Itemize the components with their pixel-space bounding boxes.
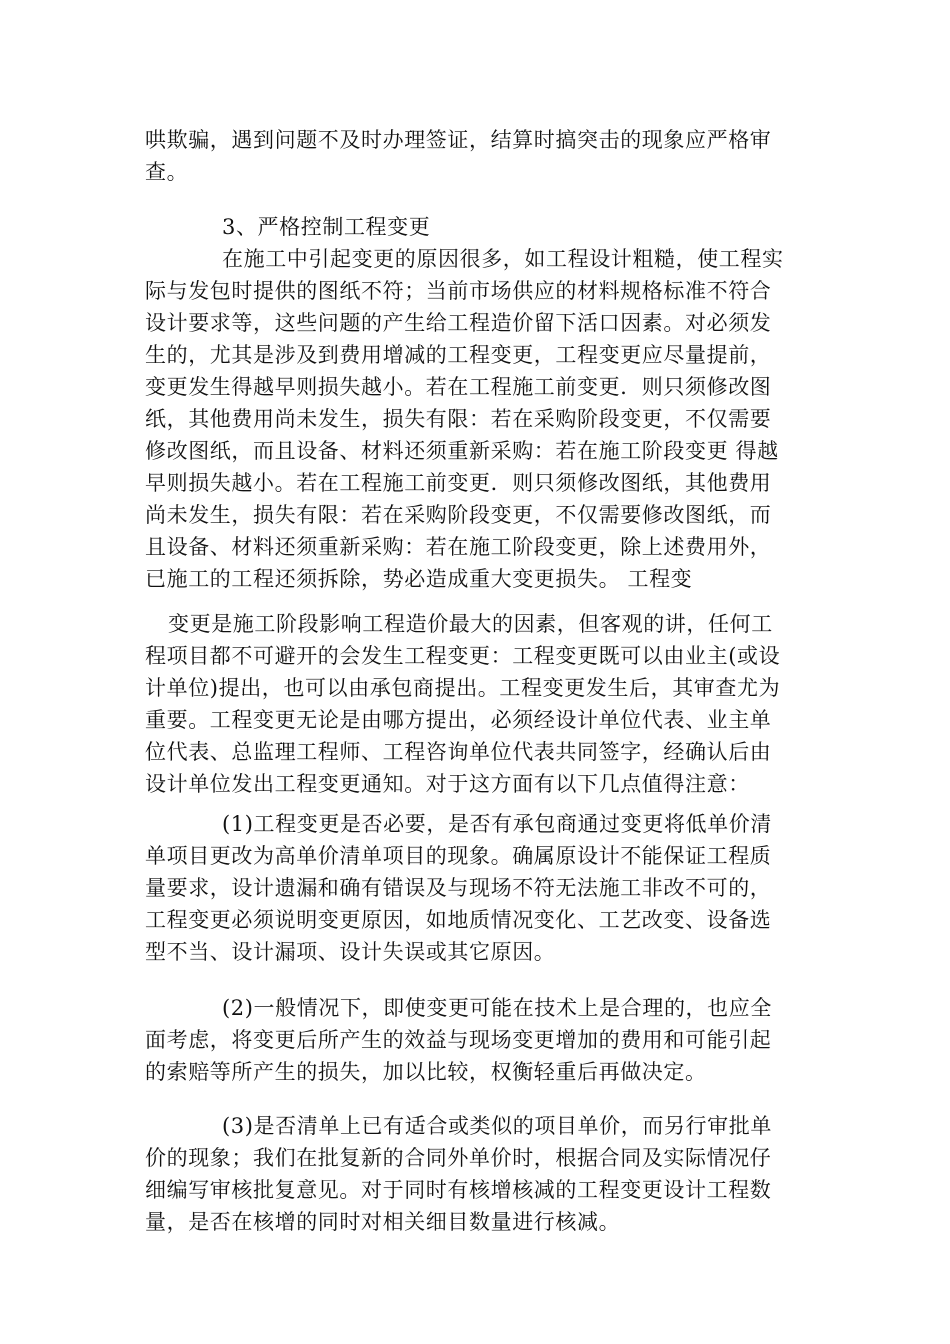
text-line: 计单位)提出，也可以由承包商提出。工程变更发生后，其审查尤为 <box>145 676 781 700</box>
text-line: 哄欺骗，遇到问题不及时办理签证，结算时搞突击的现象应严格审 <box>145 128 772 152</box>
text-line: 型不当、设计漏项、设计失误或其它原因。 <box>145 940 556 964</box>
text-line: 际与发包时提供的图纸不符；当前市场供应的材料规格标准不符合 <box>145 279 772 303</box>
text-line: 面考虑，将变更后所产生的效益与现场变更增加的费用和可能引起 <box>145 1028 772 1052</box>
text-line: 查。 <box>145 160 189 184</box>
text-line: 位代表、总监理工程师、工程咨询单位代表共同签字，经确认后由 <box>145 740 772 764</box>
text-line: 尚未发生，损失有限：若在采购阶段变更，不仅需要修改图纸，而 <box>145 503 772 527</box>
section-heading: 3、严格控制工程变更 <box>222 215 431 239</box>
text-line: 工程变更必须说明变更原因，如地质情况变化、工艺改变、设备选 <box>145 908 772 932</box>
text-line: 修改图纸，而且设备、材料还须重新采购：若在施工阶段变更 得越 <box>145 439 779 463</box>
list-item-1: (1)工程变更是否必要，是否有承包商通过变更将低单价清 <box>222 812 772 836</box>
text-line: 生的，尤其是涉及到费用增减的工程变更，工程变更应尽量提前， <box>145 343 772 367</box>
text-line: 设计单位发出工程变更通知。对于这方面有以下几点值得注意： <box>145 772 750 796</box>
text-line: 已施工的工程还须拆除，势必造成重大变更损失。 工程变 <box>145 567 693 591</box>
text-line: 量，是否在核增的同时对相关细目数量进行核减。 <box>145 1210 621 1234</box>
text-line: 程项目都不可避开的会发生工程变更：工程变更既可以由业主(或设 <box>145 644 781 668</box>
text-line: 且设备、材料还须重新采购：若在施工阶段变更，除上述费用外， <box>145 535 772 559</box>
text-line: 在施工中引起变更的原因很多，如工程设计粗糙，使工程实 <box>222 247 784 271</box>
text-line: 细编写审核批复意见。对于同时有核增核减的工程变更设计工程数 <box>145 1178 772 1202</box>
text-line: 纸，其他费用尚未发生，损失有限：若在采购阶段变更，不仅需要 <box>145 407 772 431</box>
text-line: 早则损失越小。若在工程施工前变更．则只须修改图纸，其他费用 <box>145 471 772 495</box>
text-line: 单项目更改为高单价清单项目的现象。确属原设计不能保证工程质 <box>145 844 772 868</box>
text-line: 的索赔等所产生的损失，加以比较，权衡轻重后再做决定。 <box>145 1060 707 1084</box>
text-line: 变更发生得越早则损失越小。若在工程施工前变更．则只须修改图 <box>145 375 772 399</box>
text-line: 量要求，设计遗漏和确有错误及与现场不符无法施工非改不可的， <box>145 876 772 900</box>
list-item-3: (3)是否清单上已有适合或类似的项目单价，而另行审批单 <box>222 1114 772 1138</box>
list-item-2: (2)一般情况下，即使变更可能在技术上是合理的，也应全 <box>222 996 772 1020</box>
text-line: 设计要求等，这些问题的产生给工程造价留下活口因素。对必须发 <box>145 311 772 335</box>
text-line: 价的现象；我们在批复新的合同外单价时，根据合同及实际情况仔 <box>145 1146 772 1170</box>
text-line: 重要。工程变更无论是由哪方提出，必须经设计单位代表、业主单 <box>145 708 772 732</box>
text-line: 变更是施工阶段影响工程造价最大的因素，但客观的讲，任何工 <box>168 612 773 636</box>
